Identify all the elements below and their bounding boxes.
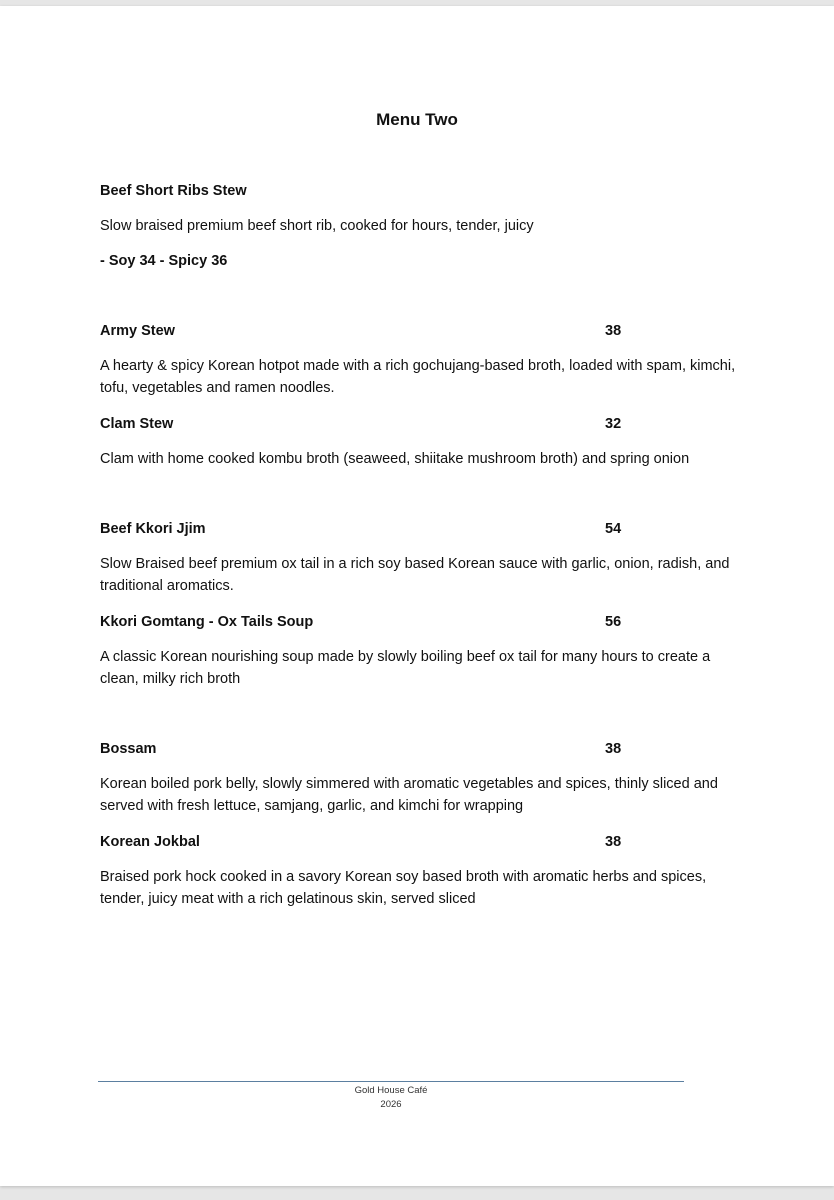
page-title: Menu Two (376, 110, 458, 129)
menu-item-name: Beef Kkori Jjim (100, 521, 206, 537)
menu-item-description: Slow Braised beef premium ox tail in a rich soy based Korean sauce with garlic, onion, radish, and traditional aromatics. (100, 556, 730, 594)
menu-item-variants: - Soy 34 - Spicy 36 (100, 253, 228, 269)
menu-item-name: Army Stew (100, 323, 175, 339)
menu-item-price: 38 (605, 834, 622, 850)
menu-item-description: Slow braised premium beef short rib, cooked for hours, tender, juicy (100, 218, 534, 234)
menu-item-price: 56 (605, 614, 622, 630)
footer-year: 2026 (380, 1099, 402, 1110)
menu-item-price: 54 (605, 521, 622, 537)
menu-item-price: 38 (605, 741, 622, 757)
footer-divider (98, 1081, 684, 1082)
menu-item-description: Korean boiled pork belly, slowly simmered with aromatic vegetables and spices, thinly sliced and served with fresh lettuce, samjang, garlic, and kimchi for wrapping (100, 776, 718, 814)
menu-item-description: A hearty & spicy Korean hotpot made with a rich gochujang-based broth, loaded with spam, kimchi, tofu, vegetables and ramen noodles. (100, 358, 736, 396)
menu-item-name: Bossam (100, 741, 157, 757)
menu-item-name: Kkori Gomtang - Ox Tails Soup (100, 614, 314, 630)
menu-item-description: Braised pork hock cooked in a savory Korean soy based broth with aromatic herbs and spices, tender, juicy meat with a rich gelatinous skin, served sliced (100, 869, 707, 907)
menu-page (0, 6, 834, 1186)
menu-item-price: 32 (605, 416, 622, 432)
footer-business-name: Gold House Café (354, 1085, 428, 1096)
menu-item-description: Clam with home cooked kombu broth (seaweed, shiitake mushroom broth) and spring onion (100, 451, 690, 467)
menu-item-name: Clam Stew (100, 416, 174, 432)
menu-item-price: 38 (605, 323, 622, 339)
menu-item-description: A classic Korean nourishing soup made by slowly boiling beef ox tail for many hours to create a clean, milky rich broth (100, 649, 711, 687)
menu-item-name: Beef Short Ribs Stew (100, 183, 247, 199)
menu-item-name: Korean Jokbal (100, 834, 200, 850)
